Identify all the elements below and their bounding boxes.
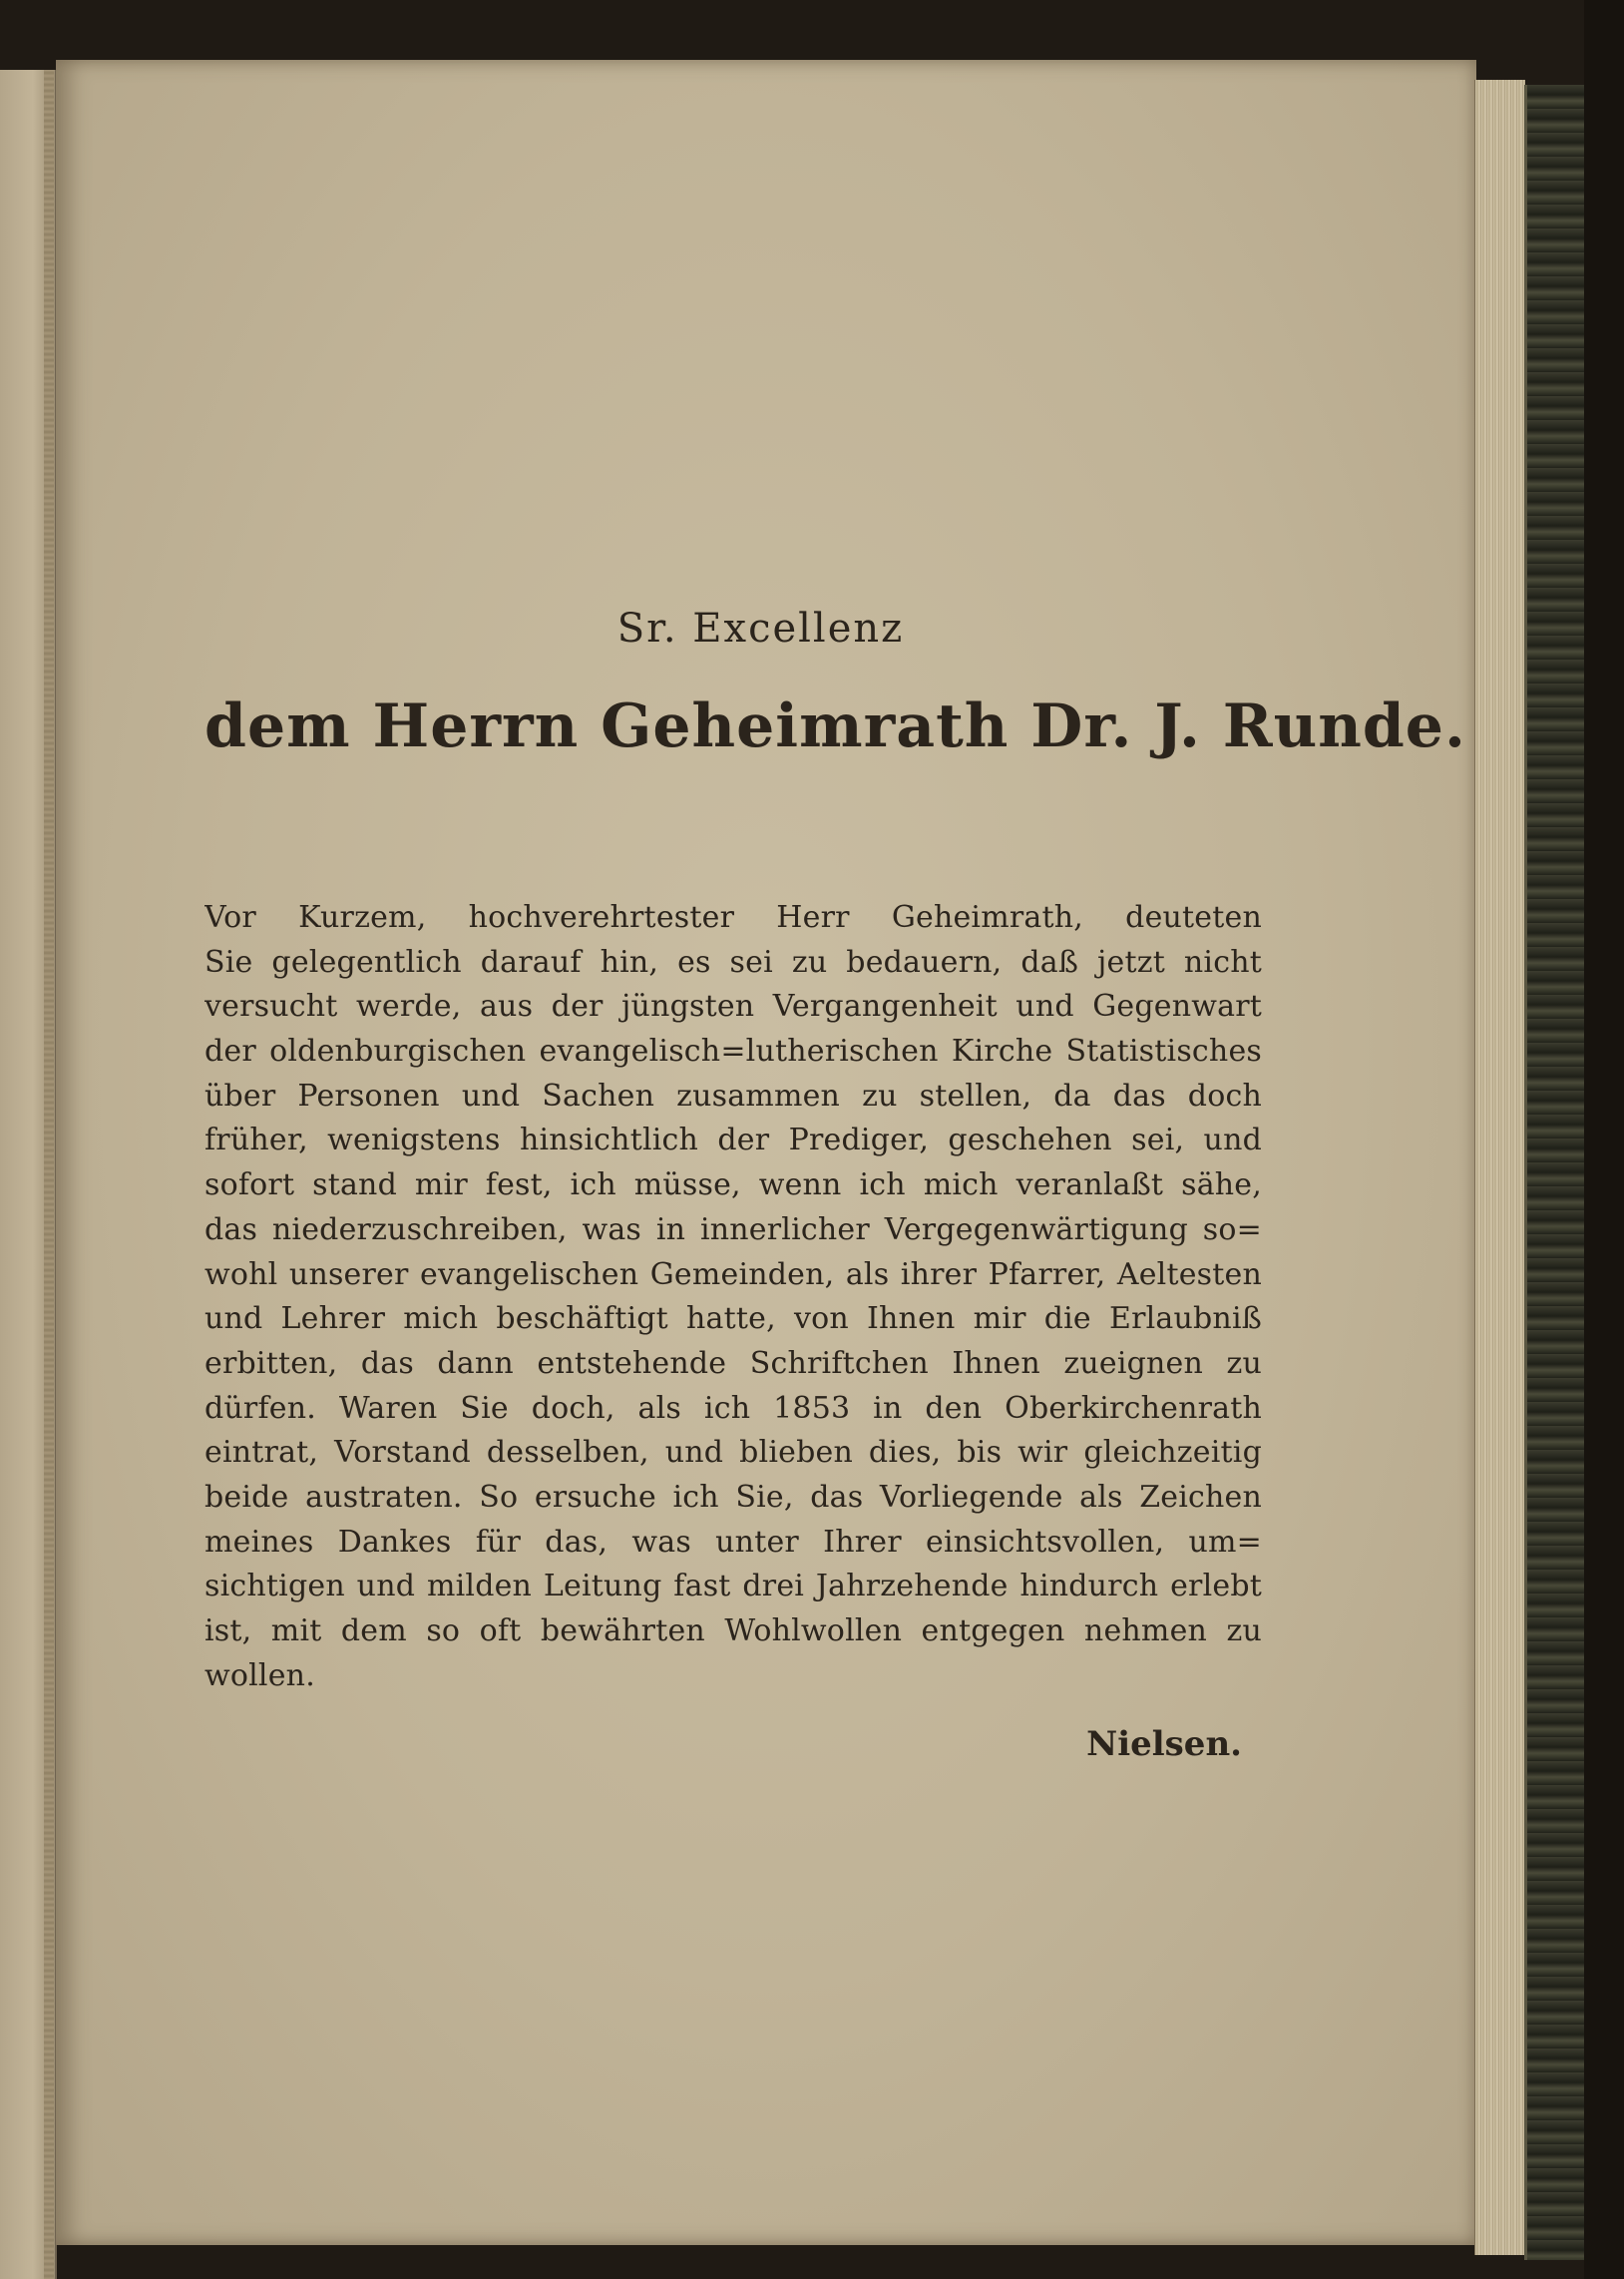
text-line: beide austraten. So ersuche ich Sie, das Vorliegende als Zeichen	[204, 1479, 1262, 1515]
dedication-letter	[204, 896, 1262, 1698]
text-line: Sie gelegentlich darauf hin, es sei zu bedauern, daß jetzt nicht	[204, 944, 1262, 980]
text-line: Vor Kurzem, hochverehrtester Herr Geheimrath, deuteten	[204, 900, 1262, 935]
text-line: wollen.	[204, 1657, 315, 1693]
left-page-edge	[44, 70, 54, 2279]
text-line: über Personen und Sachen zusammen zu stellen, da das doch	[204, 1078, 1262, 1114]
text-line: früher, wenigstens hinsichtlich der Prediger, geschehen sei, und	[204, 1123, 1262, 1158]
text-line: und Lehrer mich beschäftigt hatte, von Ihnen mir die Erlaubniß	[204, 1301, 1262, 1337]
text-line: meines Dankes für das, was unter Ihrer einsichtsvollen, um=	[204, 1524, 1262, 1560]
signature: Nielsen.	[1086, 1724, 1242, 1765]
text-line: eintrat, Vorstand desselben, und blieben dies, bis wir gleichzeitig	[204, 1435, 1262, 1471]
spine-shadow	[1584, 0, 1624, 2279]
dedication-salutation: Sr. Excellenz	[616, 606, 905, 652]
text-line: wohl unserer evangelischen Gemeinden, als ihrer Pfarrer, Aeltesten	[204, 1256, 1262, 1292]
text-line: versucht werde, aus der jüngsten Vergangenheit und Gegenwart	[204, 989, 1262, 1025]
text-line: dürfen. Waren Sie doch, als ich 1853 in den Oberkirchenrath	[204, 1390, 1262, 1426]
text-line: ist, mit dem so oft bewährten Wohlwollen entgegen nehmen zu	[204, 1613, 1262, 1648]
page-stack-edge	[1474, 80, 1525, 2255]
text-line: sofort stand mir fest, ich müsse, wenn ich mich veranlaßt sähe,	[204, 1167, 1262, 1203]
text-line: sichtigen und milden Leitung fast drei Jahrzehende hindurch erlebt	[204, 1569, 1262, 1604]
page-content	[204, 599, 1466, 1765]
book-spine	[1524, 85, 1587, 2260]
text-line: der oldenburgischen evangelisch=lutherischen Kirche Statistisches	[204, 1034, 1262, 1070]
dedication-recipient: dem Herrn Geheimrath Dr. J. Runde.	[204, 691, 1466, 761]
text-line: das niederzuschreiben, was in innerlicher Vergegenwärtigung so=	[204, 1211, 1262, 1247]
text-line: erbitten, das dann entstehende Schriftchen Ihnen zueignen zu	[204, 1345, 1262, 1381]
